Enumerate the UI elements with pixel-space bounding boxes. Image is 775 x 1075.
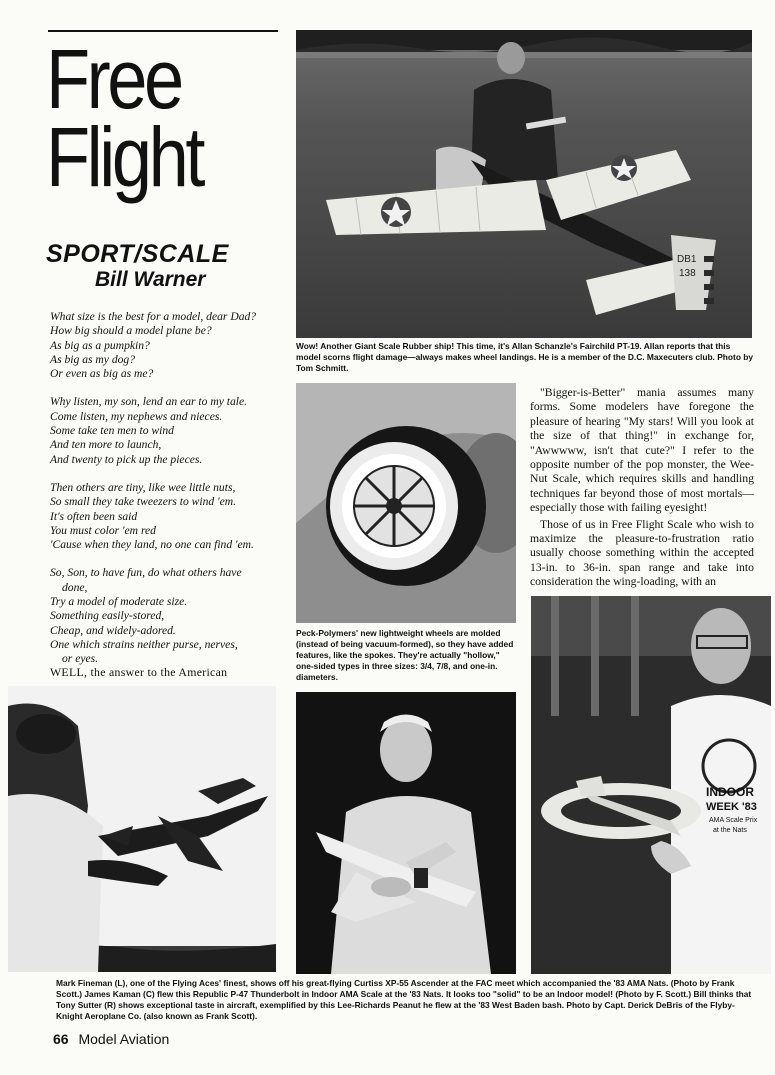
poem-line: How big should a model plane be? — [50, 324, 212, 338]
photo-curtiss-xp55 — [8, 686, 276, 972]
poem-line: Cheap, and widely-adored. — [50, 623, 176, 637]
tail-marking-text: 138 — [679, 268, 696, 279]
poem-line: So, Son, to have fun, do what others have — [50, 566, 242, 580]
poem-line: 'Cause when they land, no one can find 'em. — [50, 538, 254, 552]
poem-stanza — [50, 481, 285, 552]
shirt-text: AMA Scale Prix — [709, 817, 758, 824]
poem-line: And twenty to pick up the pieces. — [50, 452, 203, 466]
poem-line: As big as a pumpkin? — [50, 338, 150, 352]
title-line-2: Flight — [46, 110, 203, 204]
tail-marking-text: DB1 — [677, 254, 697, 265]
poem-line: And ten more to launch, — [50, 438, 162, 452]
photo-lee-richards-peanut — [531, 596, 771, 974]
shirt-text: WEEK '83 — [706, 801, 757, 813]
poem-line: Come listen, my nephews and nieces. — [50, 409, 223, 423]
article-paragraph: Those of us in Free Flight Scale who wish to maximize the pleasure-to-frustration ratio usually choose something within the accepted 13-in. to 36-in. span range and take into consideration the wing-loading, with an — [530, 517, 754, 589]
poem-stanza — [50, 310, 285, 381]
photo-p47-thunderbolt — [296, 692, 516, 974]
poem-line: done, — [62, 580, 88, 594]
magazine-name: Model Aviation — [78, 1031, 170, 1047]
poem-line: You must color 'em red — [50, 523, 156, 537]
title-line-1: Free — [46, 32, 181, 126]
page-number: 66 — [53, 1031, 69, 1047]
photo-wheel — [296, 383, 516, 623]
poem-line: Why listen, my son, lend an ear to my tale. — [50, 395, 248, 409]
poem-line: One which strains neither purse, nerves, — [50, 637, 238, 651]
poem — [50, 310, 285, 681]
poem-line: Or even as big as me? — [50, 367, 154, 381]
poem-line: Try a model of moderate size. — [50, 595, 188, 609]
poem-line: What size is the best for a model, dear Dad? — [50, 310, 257, 323]
author-byline: Bill Warner — [95, 268, 206, 291]
article-body — [530, 386, 754, 590]
poem-line: Something easily-stored, — [50, 609, 165, 623]
poem-line: Then others are tiny, like wee little nuts, — [50, 480, 236, 494]
page-title — [46, 32, 252, 204]
caption-top-photo: Wow! Another Giant Scale Rubber ship! This time, it's Allan Schanzle's Fairchild PT-19. Allan reports that this model scorns flight damage—always makes wheel landings. He is a member of the D.C. Maxecuters club. Photo by Tom Schmitt. — [296, 341, 754, 373]
poem-line: Some take ten men to wind — [50, 424, 174, 438]
poem-stanza — [50, 395, 285, 466]
shirt-text: INDOOR — [706, 785, 754, 799]
caption-bottom-photos: Mark Fineman (L), one of the Flying Aces' finest, shows off his great-flying Curtiss XP-55 Ascender at the FAC meet which accompanied the '83 AMA Nats. (Photo by Frank Scott.) James Kaman (C) flew this Republic P-47 Thunderbolt in Indoor AMA Scale at the '83 Nats. It looks too "solid" to be an Indoor model! (Photo by F. Scott.) Bill thinks that Tony Sutter (R) shows exceptional taste in aircraft, exemplified by this Lee-Richards Peanut he flew at the '83 West Baden bash. Photo by Capt. Derick DeBris of the Flyby-Knight Aeroplane Co. (also known as Frank Scott). — [56, 978, 752, 1021]
poem-line: So small they take tweezers to wind 'em. — [50, 495, 237, 509]
caption-wheel-photo: Peck-Polymers' new lightweight wheels are molded (instead of being vacuum-formed), so they have added features, like the spokes. They're actually "hollow," one-sided types in three sizes: 3/4, 7/8, and one-in. diameters. — [296, 628, 514, 682]
poem-line: As big as my dog? — [50, 352, 136, 366]
photo-fairchild-pt19 — [296, 30, 752, 338]
poem-line: It's often been said — [50, 509, 138, 523]
shirt-text: at the Nats — [713, 827, 747, 834]
poem-stanza — [50, 566, 285, 666]
department-heading: SPORT/SCALE — [46, 240, 229, 268]
poem-line: or eyes. — [62, 652, 99, 666]
page-footer — [53, 1031, 169, 1047]
article-lead-in: WELL, the answer to the American — [50, 665, 228, 679]
article-paragraph: "Bigger-is-Better" mania assumes many forms. Some modelers have foregone the pleasure of hearing "My stars! Will you look at the size of that thing!" in exchange for, "Awwwww, isn't that cute?" I refer to the opposite number of the pop monster, the Wee-Nut Scale, which requires skills and handling techniques far beyond those of most mortals—especially those with failing eyesight! — [530, 386, 754, 515]
